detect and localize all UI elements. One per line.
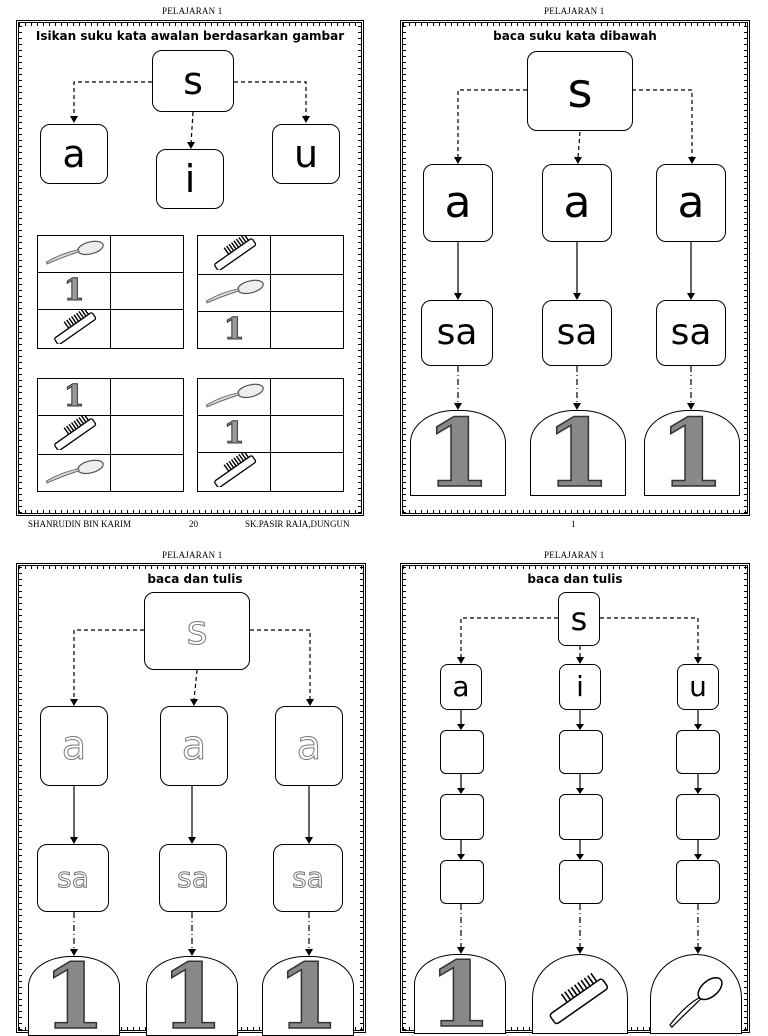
footer-author: SHANRUDIN BIN KARIM [28,519,132,529]
p2-root-consonant-box: s [527,51,633,131]
p4-root-consonant-box: s [558,592,600,646]
one-numeral: 1 [63,379,85,414]
one-numeral: 1 [425,410,491,496]
page2-header: PELAJARAN 1 [544,6,605,16]
one-numeral: 1 [223,416,245,451]
traceable-syllable: sa [292,861,324,894]
one-numeral: 1 [223,312,245,347]
p4-write-box[interactable] [440,860,484,904]
p4-write-box[interactable] [440,730,484,774]
p4-picture-arch-2 [532,954,628,1034]
p2-vowel-box-1: a [423,164,493,242]
p4-vowel-box-u: u [677,664,719,710]
p4-write-box[interactable] [559,794,603,840]
page3-title: baca dan tulis [147,572,243,586]
p4-write-box[interactable] [559,730,603,774]
page1-header: PELAJARAN 1 [162,6,223,16]
p4-write-box[interactable] [676,860,720,904]
traceable-letter: a [61,723,87,769]
page4-title: baca dan tulis [527,572,623,586]
p2-syllable-box-2: sa [542,300,612,366]
p4-write-box[interactable] [676,730,720,774]
one-numeral: 1 [160,956,224,1036]
vowel-box-i: i [156,149,224,209]
p2-syllable-box-3: sa [656,300,726,366]
p2-vowel-box-2: a [542,164,612,242]
p4-write-box[interactable] [559,860,603,904]
p4-vowel-box-i: i [559,664,601,710]
p4-picture-arch-1 [414,954,506,1034]
traceable-syllable: sa [57,861,89,894]
vowel-box-a: a [40,124,108,184]
one-numeral: 1 [63,273,85,308]
page4-header: PELAJARAN 1 [544,550,605,560]
footer-page-number: 20 [189,519,198,529]
spoon-icon [656,973,736,1033]
footer-school: SK.PASIR RAJA,DUNGUN [245,519,350,529]
page3-header: PELAJARAN 1 [162,550,223,560]
comb-icon [540,973,620,1033]
traceable-letter: s [186,608,208,654]
p4-vowel-box-a: a [440,664,482,710]
p4-write-box[interactable] [676,794,720,840]
one-numeral: 1 [42,956,106,1036]
p2-footer-page-number: 1 [571,519,576,529]
one-numeral: 1 [428,954,492,1034]
vowel-box-u: u [272,124,340,184]
p2-syllable-box-1: sa [421,300,493,366]
page1-title: Isikan suku kata awalan berdasarkan gambar [35,29,345,43]
p4-picture-arch-3 [650,954,742,1034]
p2-vowel-box-3: a [656,164,726,242]
one-numeral: 1 [276,956,340,1036]
p4-write-box[interactable] [440,794,484,840]
traceable-letter: a [181,723,207,769]
traceable-letter: a [296,723,322,769]
one-numeral: 1 [659,410,725,496]
traceable-syllable: sa [177,861,209,894]
page2-title: baca suku kata dibawah [493,29,657,43]
root-consonant-box: s [152,50,234,112]
one-numeral: 1 [545,410,611,496]
